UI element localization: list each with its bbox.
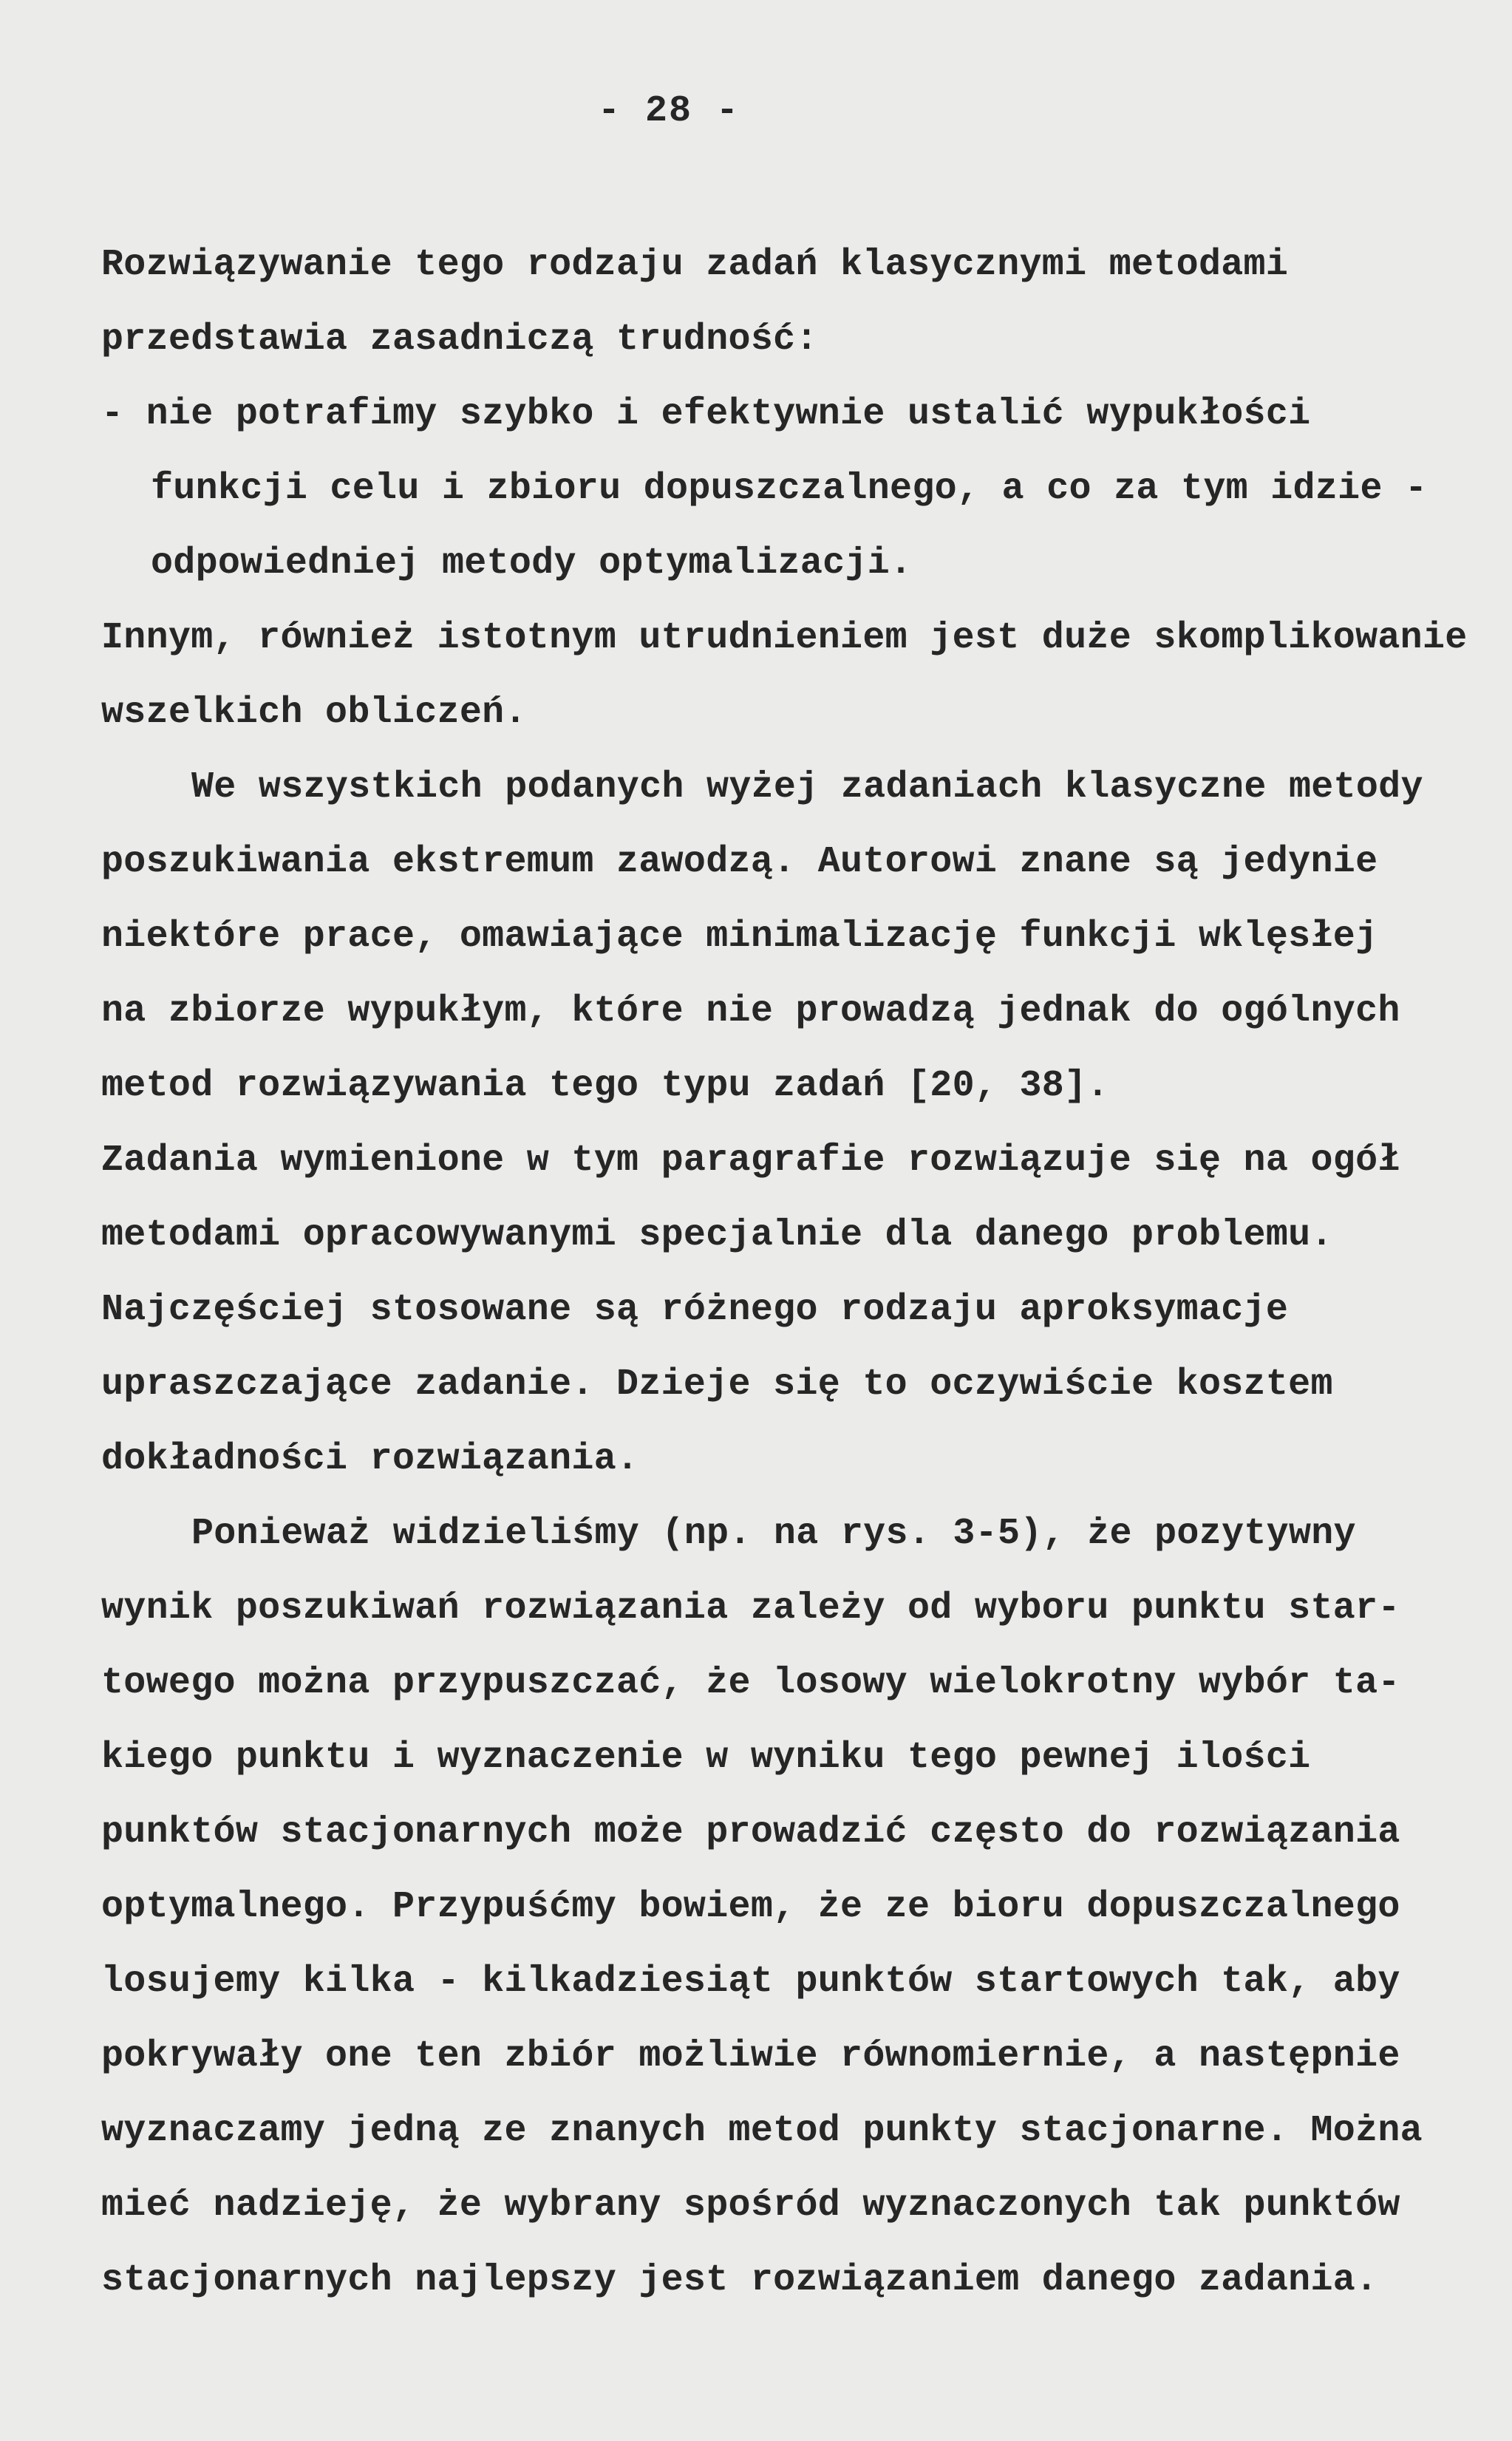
text-line: losujemy kilka - kilkadziesiąt punktów startowych tak, aby [101, 1961, 1400, 2003]
text-line: Rozwiązywanie tego rodzaju zadań klasycznymi metodami [101, 244, 1289, 286]
text-line: towego można przypuszczać, że losowy wielokrotny wybór ta- [101, 1662, 1400, 1704]
text-line: Innym, również istotnym utrudnieniem jest duże skomplikowanie [101, 617, 1468, 659]
text-line: wszelkich obliczeń. [101, 692, 527, 734]
text-line: niektóre prace, omawiające minimalizację funkcji wklęsłej [101, 916, 1378, 958]
text-line: poszukiwania ekstremum zawodzą. Autorowi znane są jedynie [101, 841, 1378, 883]
text-line: metodami opracowywanymi specjalnie dla danego problemu. [101, 1214, 1333, 1256]
text-line: na zbiorze wypukłym, które nie prowadzą jednak do ogólnych [101, 990, 1400, 1032]
text-line: wynik poszukiwań rozwiązania zależy od wyboru punktu star- [101, 1587, 1400, 1630]
text-line: wyznaczamy jedną ze znanych metod punkty stacjonarne. Można [101, 2110, 1423, 2152]
text-line: punktów stacjonarnych może prowadzić często do rozwiązania [101, 1811, 1400, 1853]
text-line: - nie potrafimy szybko i efektywnie ustalić wypukłości [101, 393, 1311, 435]
text-line: optymalnego. Przypuśćmy bowiem, że ze bioru dopuszczalnego [101, 1886, 1400, 1928]
text-line: kiego punktu i wyznaczenie w wyniku tego pewnej ilości [101, 1737, 1311, 1779]
text-line: Najczęściej stosowane są różnego rodzaju aproksymacje [101, 1289, 1289, 1331]
text-line: We wszystkich podanych wyżej zadaniach klasyczne metody [191, 766, 1423, 808]
body-text [101, 228, 1491, 2318]
text-line: metod rozwiązywania tego typu zadań [20, 38]. [101, 1065, 1109, 1107]
text-line: pokrywały one ten zbiór możliwie równomiernie, a następnie [101, 2035, 1400, 2077]
text-line: dokładności rozwiązania. [101, 1438, 639, 1480]
text-line: stacjonarnych najlepszy jest rozwiązaniem danego zadania. [101, 2259, 1378, 2301]
page-number: - 28 - [597, 90, 740, 132]
text-line: odpowiedniej metody optymalizacji. [151, 542, 913, 585]
text-line: mieć nadzieję, że wybrany spośród wyznaczonych tak punktów [101, 2185, 1400, 2227]
text-line: upraszczające zadanie. Dzieje się to oczywiście kosztem [101, 1364, 1333, 1406]
text-line: funkcji celu i zbioru dopuszczalnego, a co za tym idzie - [151, 468, 1428, 510]
text-line: Zadania wymienione w tym paragrafie rozwiązuje się na ogół [101, 1140, 1400, 1182]
text-line: Ponieważ widzieliśmy (np. na rys. 3-5), że pozytywny [191, 1513, 1356, 1555]
text-line: przedstawia zasadniczą trudność: [101, 319, 818, 361]
